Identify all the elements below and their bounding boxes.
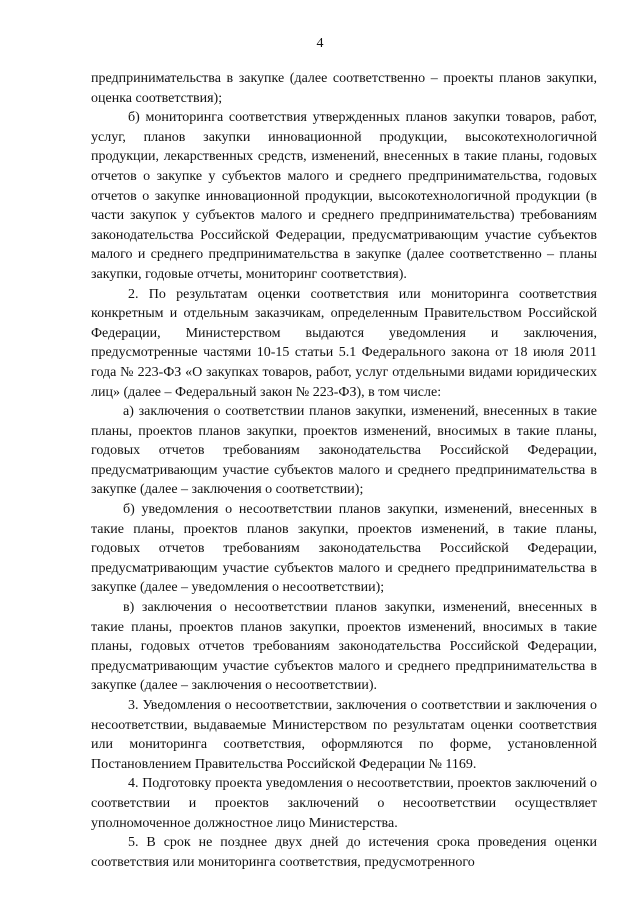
paragraph-3: 3. Уведомления о несоответствии, заключения о соответствии и заключения о несоответствии, выдаваемые Министерством по результатам оценки соответствия или мониторинга соответствия, оформляются по форме, установленной Постановлением Правительства Российской Федерации № 1169.	[91, 698, 597, 772]
paragraph-2: 2. По результатам оценки соответствия или мониторинга соответствия конкретным и отдельным заказчикам, определенным Правительством Российской Федерации, Министерством выдаются уведомления и заключения, предусмотренные частями 10-15 статьи 5.1 Федерального закона от 18 июля 2011 года № 223-ФЗ «О закупках товаров, работ, услуг отдельными видами юридических лиц» (далее – Федеральный закон № 223-ФЗ), в том числе:	[91, 286, 597, 400]
paragraph-continuation: предпринимательства в закупке (далее соответственно – проекты планов закупки, оценка соответствия);	[91, 71, 597, 106]
document-body	[91, 69, 597, 872]
paragraph-2b: б) уведомления о несоответствии планов закупки, изменений, внесенных в такие планы, проектов планов закупки, проектов изменений, в такие планы, годовых отчетов требованиям законодательства Российской Федерации, предусматривающим участие субъектов малого и среднего предпринимательства в закупке (далее – уведомления о несоответствии);	[91, 502, 597, 596]
paragraph-5: 5. В срок не позднее двух дней до истечения срока проведения оценки соответствия или мониторинга соответствия, предусмотренного	[91, 835, 597, 870]
paragraph-4: 4. Подготовку проекта уведомления о несоответствии, проектов заключений о соответствии и проектов заключений о несоответствии осуществляет уполномоченное должностное лицо Министерства.	[91, 776, 597, 831]
paragraph-2a: а) заключения о соответствии планов закупки, изменений, внесенных в такие планы, проектов планов закупки, проектов изменений, вносимых в такие планы, годовых отчетов требованиям законодательства Российской Федерации, предусматривающим участие субъектов малого и среднего предпринимательства в закупке (далее – заключения о соответствии);	[91, 404, 597, 498]
paragraph-2c: в) заключения о несоответствии планов закупки, изменений, внесенных в такие планы, проектов планов закупки, проектов изменений, вносимых в такие планы, годовых отчетов требованиям законодательства Российской Федерации, предусматривающим участие субъектов малого и среднего предпринимательства в закупке (далее – заключения о несоответствии).	[91, 600, 597, 694]
page-number: 4	[316, 36, 324, 51]
paragraph-item-b-monitoring: б) мониторинга соответствия утвержденных планов закупки товаров, работ, услуг, планов закупки инновационной продукции, высокотехнологичной продукции, лекарственных средств, изменений, внесенных в такие планы, годовых отчетов о закупке у субъектов малого и среднего предпринимательства, годовых отчетов о закупке инновационной продукции, высокотехнологичной продукции (в части закупок у субъектов малого и среднего предпринимательства) требованиям законодательства Российской Федерации, предусматривающим участие субъектов малого и среднего предпринимательства в закупке (далее соответственно – планы закупки, годовые отчеты, мониторинг соответствия).	[91, 110, 597, 282]
